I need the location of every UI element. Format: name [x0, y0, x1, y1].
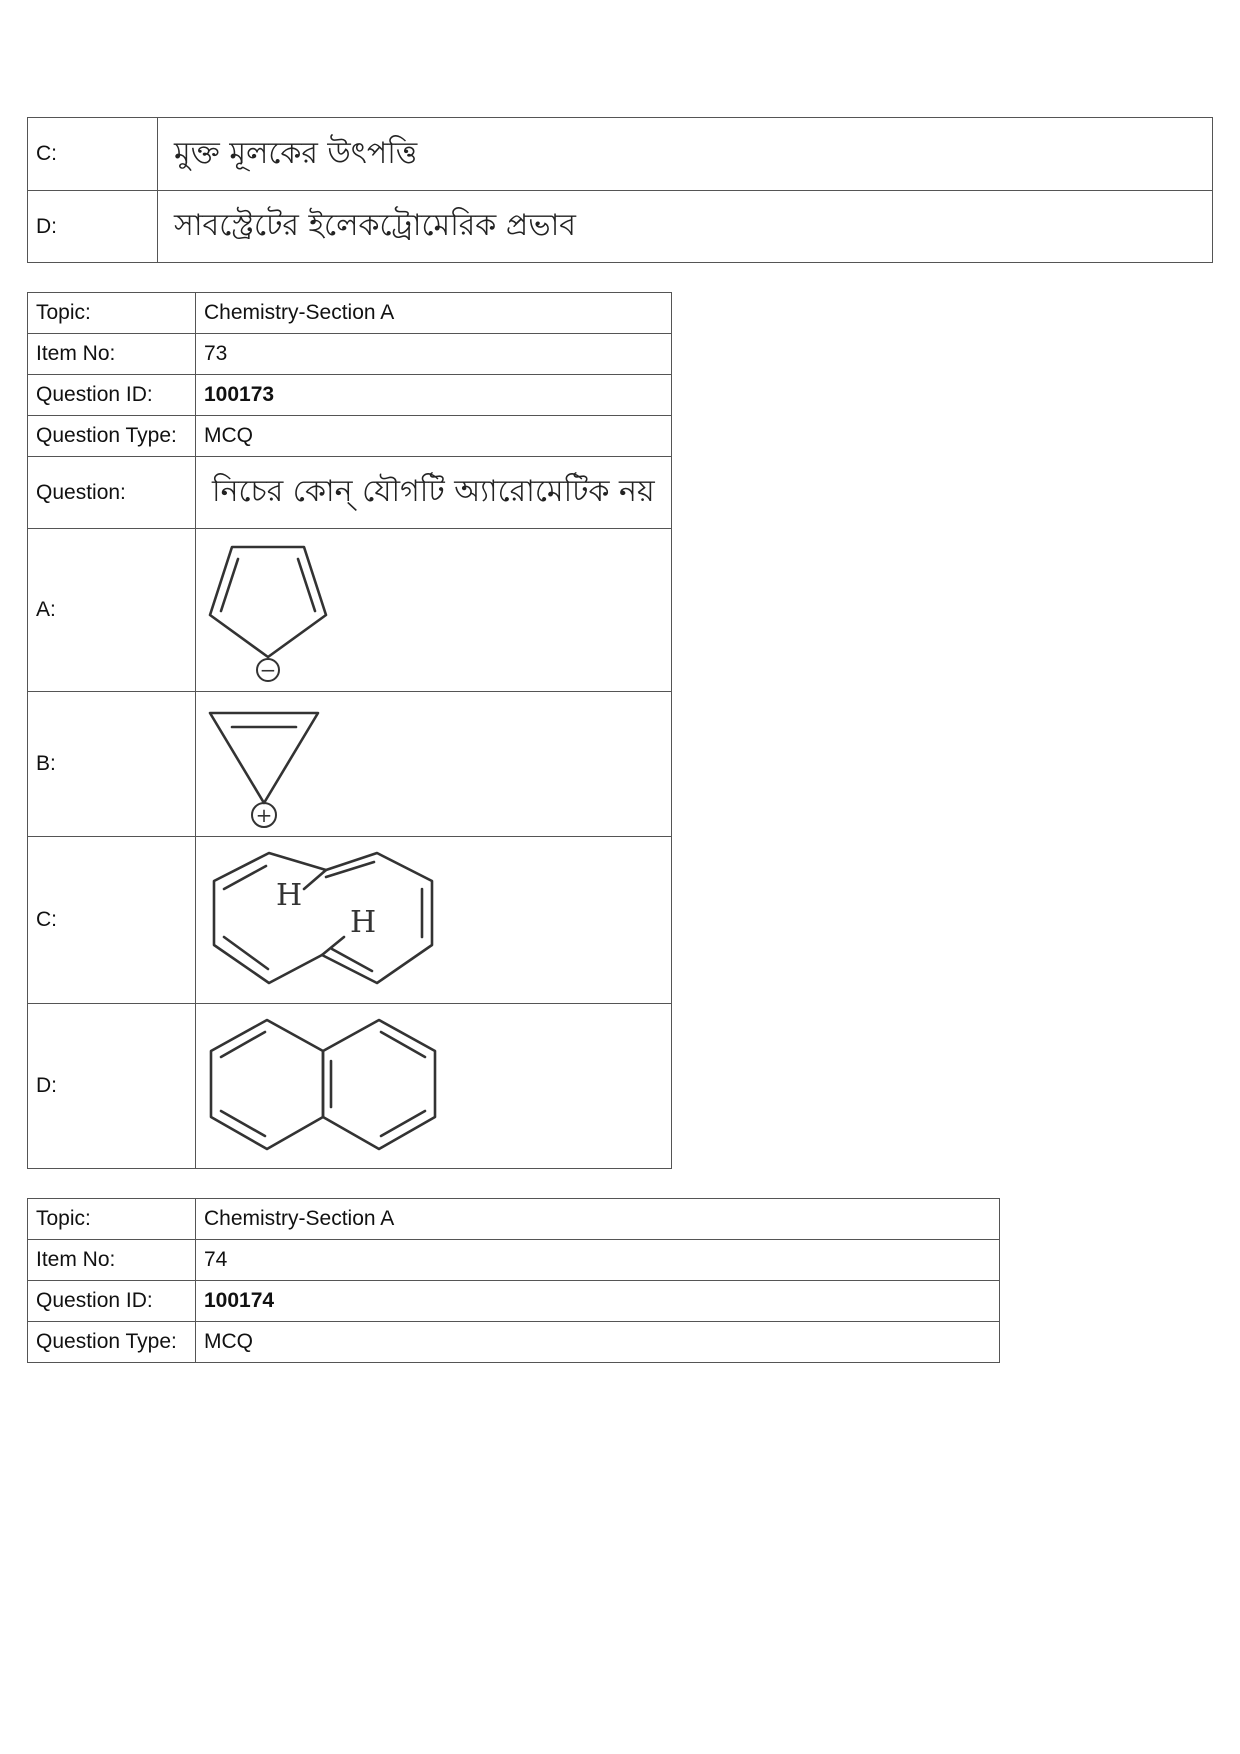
table-row: [28, 1240, 1000, 1281]
question-type-value: MCQ: [196, 416, 672, 457]
option-a-structure: [196, 529, 672, 692]
table-row: [28, 1322, 1000, 1363]
table-row: [28, 1199, 1000, 1240]
option-text: মুক্ত মূলকের উৎপত্তি: [158, 118, 1213, 191]
question-id-value: 100174: [196, 1281, 1000, 1322]
table-row: [28, 118, 1213, 191]
cyclopropenyl-cation-structure: [204, 699, 344, 829]
question-type-label: Question Type:: [28, 1322, 196, 1363]
hydrogen-atom: H: [276, 878, 303, 913]
table-row: [28, 457, 672, 529]
question-type-label: Question Type:: [28, 416, 196, 457]
option-label: C:: [28, 118, 158, 191]
table-row: [28, 416, 672, 457]
item-value: 73: [196, 334, 672, 375]
table-row: [28, 692, 672, 837]
previous-options-table: [27, 117, 1213, 263]
option-label: C:: [28, 837, 196, 1004]
option-d-structure: [196, 1004, 672, 1169]
item-label: Item No:: [28, 1240, 196, 1281]
question-type-value: MCQ: [196, 1322, 1000, 1363]
option-c-structure: [196, 837, 672, 1004]
option-b-structure: [196, 692, 672, 837]
question-text: নিচের কোন্ যৌগটি অ্যারোমেটিক নয়: [196, 457, 672, 529]
item-value: 74: [196, 1240, 1000, 1281]
topic-label: Topic:: [28, 293, 196, 334]
table-row: [28, 837, 672, 1004]
table-row: [28, 293, 672, 334]
table-row: [28, 191, 1213, 263]
topic-value: Chemistry-Section A: [196, 293, 672, 334]
question-table-74: [27, 1198, 1000, 1363]
option-text: সাবস্ট্রেটের ইলেকট্রোমেরিক প্রভাব: [158, 191, 1213, 263]
table-row: [28, 334, 672, 375]
option-label: D:: [28, 191, 158, 263]
option-label: D:: [28, 1004, 196, 1169]
question-id-label: Question ID:: [28, 1281, 196, 1322]
naphthalene-structure: [204, 1011, 454, 1161]
cyclopentadienyl-anion-structure: [204, 535, 344, 685]
option-label: B:: [28, 692, 196, 837]
bridged-annulene-structure: [204, 845, 454, 995]
question-table-73: [27, 292, 672, 1169]
table-row: [28, 1004, 672, 1169]
charge-symbol: −: [259, 658, 277, 682]
table-row: [28, 529, 672, 692]
question-id-value: 100173: [196, 375, 672, 416]
charge-symbol: +: [255, 803, 273, 827]
question-label: Question:: [28, 457, 196, 529]
question-id-label: Question ID:: [28, 375, 196, 416]
table-row: [28, 375, 672, 416]
option-label: A:: [28, 529, 196, 692]
item-label: Item No:: [28, 334, 196, 375]
topic-value: Chemistry-Section A: [196, 1199, 1000, 1240]
topic-label: Topic:: [28, 1199, 196, 1240]
hydrogen-atom: H: [350, 905, 377, 940]
table-row: [28, 1281, 1000, 1322]
